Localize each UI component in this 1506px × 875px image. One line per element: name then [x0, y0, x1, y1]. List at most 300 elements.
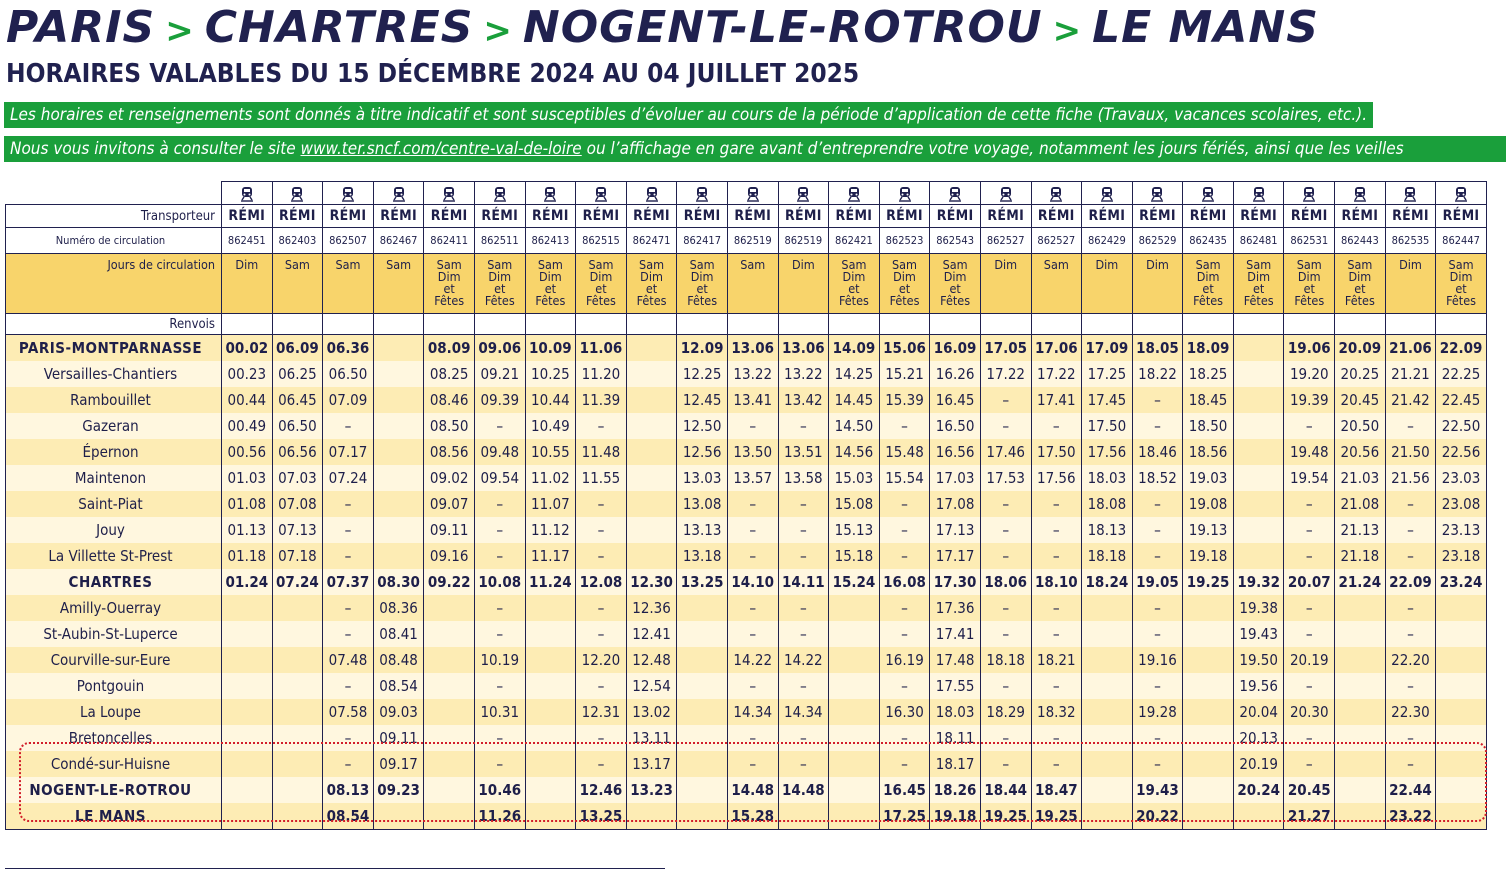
time-cell: – — [727, 621, 778, 647]
days-line: Dim — [1196, 269, 1220, 284]
time-cell — [1335, 803, 1386, 830]
time-cell: – — [778, 491, 829, 517]
time-cell: 09.02 — [424, 465, 475, 491]
time-cell: 10.46 — [474, 777, 525, 803]
renvois-cell — [1132, 314, 1183, 335]
train-number-cell: 862435 — [1183, 228, 1234, 254]
time-cell: 13.58 — [778, 465, 829, 491]
time-cell — [222, 595, 273, 621]
train-number-cell: 862535 — [1385, 228, 1436, 254]
time-cell: – — [727, 725, 778, 751]
time-cell — [1183, 777, 1234, 803]
time-cell: 09.07 — [424, 491, 475, 517]
time-cell: 00.02 — [222, 335, 273, 362]
time-cell: 07.13 — [272, 517, 323, 543]
time-cell: 11.17 — [525, 543, 576, 569]
days-line: Dim — [589, 269, 613, 284]
time-cell: 08.13 — [323, 777, 374, 803]
station-row — [6, 543, 1487, 569]
station-name: La Villette St-Prest — [6, 543, 222, 569]
days-cell — [373, 254, 424, 314]
time-cell: – — [1385, 491, 1436, 517]
time-cell — [272, 699, 323, 725]
train-icon — [240, 186, 254, 202]
time-cell: – — [474, 725, 525, 751]
carrier-cell: RÉMI — [829, 205, 880, 228]
carrier-cell: RÉMI — [1436, 205, 1487, 228]
time-cell: 15.24 — [829, 569, 880, 595]
time-cell: 20.30 — [1284, 699, 1335, 725]
time-cell — [525, 673, 576, 699]
days-line: et — [443, 281, 455, 296]
days-cell — [1031, 254, 1082, 314]
time-cell — [272, 751, 323, 777]
station-name: Amilly-Ouerray — [6, 595, 222, 621]
time-cell: 22.30 — [1385, 699, 1436, 725]
time-cell — [829, 595, 880, 621]
time-cell: 13.22 — [778, 361, 829, 387]
time-cell — [1082, 803, 1133, 830]
carrier-cell: RÉMI — [1335, 205, 1386, 228]
time-cell: 08.30 — [373, 569, 424, 595]
route-city: PARIS — [6, 2, 156, 53]
station-name: Rambouillet — [6, 387, 222, 413]
days-line: et — [595, 281, 607, 296]
time-cell — [424, 803, 475, 830]
time-cell: 21.42 — [1385, 387, 1436, 413]
time-cell: – — [1284, 413, 1335, 439]
time-cell: 18.13 — [1082, 517, 1133, 543]
time-cell — [1436, 725, 1487, 751]
notice-text: Nous vous invitons à consulter le site — [10, 139, 301, 159]
time-cell: – — [980, 413, 1031, 439]
station-name: Courville-sur-Eure — [6, 647, 222, 673]
time-cell: 11.02 — [525, 465, 576, 491]
station-name: Saint-Piat — [6, 491, 222, 517]
time-cell: 12.45 — [677, 387, 728, 413]
time-cell: 21.18 — [1335, 543, 1386, 569]
time-cell: 21.27 — [1284, 803, 1335, 830]
station-name: Maintenon — [6, 465, 222, 491]
time-cell: 17.25 — [879, 803, 930, 830]
time-cell — [1436, 751, 1487, 777]
train-number-cell: 862519 — [778, 228, 829, 254]
days-line: Dim — [1247, 269, 1271, 284]
time-cell: – — [1132, 491, 1183, 517]
time-cell: – — [879, 595, 930, 621]
time-cell: 20.24 — [1233, 777, 1284, 803]
icon-cell — [222, 182, 273, 205]
days-line: Dim — [640, 269, 663, 284]
days-line: Dim — [1449, 269, 1473, 284]
days-line: et — [645, 281, 658, 296]
station-row — [6, 465, 1487, 491]
train-number-cell: 862523 — [879, 228, 930, 254]
time-cell: 12.41 — [626, 621, 677, 647]
time-cell: 01.18 — [222, 543, 273, 569]
time-cell: 08.48 — [373, 647, 424, 673]
time-cell: 18.06 — [980, 569, 1031, 595]
time-cell — [626, 517, 677, 543]
time-cell: 20.07 — [1284, 569, 1335, 595]
time-cell: 22.45 — [1436, 387, 1487, 413]
train-icon — [695, 186, 709, 202]
validity-subtitle: HORAIRES VALABLES DU 15 DÉCEMBRE 2024 AU 04 JUILLET 2025 — [6, 59, 860, 89]
time-cell — [222, 699, 273, 725]
time-cell — [1233, 803, 1284, 830]
time-cell: 10.09 — [525, 335, 576, 362]
time-cell: 08.36 — [373, 595, 424, 621]
time-cell: – — [1031, 621, 1082, 647]
train-number-cell: 862515 — [576, 228, 627, 254]
time-cell: 08.54 — [373, 673, 424, 699]
time-cell: – — [474, 595, 525, 621]
time-cell — [677, 699, 728, 725]
time-cell: 19.18 — [930, 803, 981, 830]
time-cell: 18.29 — [980, 699, 1031, 725]
time-cell: 12.36 — [626, 595, 677, 621]
train-number-cell: 862527 — [980, 228, 1031, 254]
time-cell — [424, 673, 475, 699]
time-cell: 09.23 — [373, 777, 424, 803]
time-cell: – — [576, 621, 627, 647]
time-cell — [1082, 699, 1133, 725]
train-number-cell: 862467 — [373, 228, 424, 254]
time-cell — [1082, 751, 1133, 777]
time-cell — [626, 335, 677, 362]
train-icon — [1201, 186, 1215, 202]
time-cell: 09.48 — [474, 439, 525, 465]
time-cell: – — [980, 725, 1031, 751]
time-cell — [373, 543, 424, 569]
carrier-cell: RÉMI — [1284, 205, 1335, 228]
time-cell: 21.03 — [1335, 465, 1386, 491]
time-cell: 17.08 — [930, 491, 981, 517]
carrier-cell: RÉMI — [980, 205, 1031, 228]
time-cell: 15.48 — [879, 439, 930, 465]
time-cell: 19.39 — [1284, 387, 1335, 413]
time-cell — [1335, 751, 1386, 777]
time-cell: 21.13 — [1335, 517, 1386, 543]
time-cell: 12.25 — [677, 361, 728, 387]
renvois-cell — [323, 314, 374, 335]
time-cell: 09.17 — [373, 751, 424, 777]
time-cell: 09.39 — [474, 387, 525, 413]
time-cell: 18.50 — [1183, 413, 1234, 439]
time-cell: 21.24 — [1335, 569, 1386, 595]
time-cell: – — [980, 387, 1031, 413]
days-line: Sam — [588, 257, 614, 272]
train-number-row — [6, 228, 1487, 254]
time-cell — [1233, 413, 1284, 439]
time-cell: – — [1031, 673, 1082, 699]
carrier-cell: RÉMI — [373, 205, 424, 228]
icon-cell — [1335, 182, 1386, 205]
time-cell — [424, 777, 475, 803]
time-cell: – — [1284, 621, 1335, 647]
icon-cell — [1284, 182, 1335, 205]
time-cell: 11.07 — [525, 491, 576, 517]
time-cell: 15.06 — [879, 335, 930, 362]
train-number-cell: 862413 — [525, 228, 576, 254]
icon-cell — [829, 182, 880, 205]
time-cell: 17.03 — [930, 465, 981, 491]
time-cell: 06.25 — [272, 361, 323, 387]
time-cell — [525, 647, 576, 673]
time-cell: 12.09 — [677, 335, 728, 362]
time-cell: 14.48 — [778, 777, 829, 803]
time-cell: 12.08 — [576, 569, 627, 595]
time-cell — [829, 803, 880, 830]
time-cell — [373, 803, 424, 830]
carrier-cell: RÉMI — [525, 205, 576, 228]
time-cell: 21.21 — [1385, 361, 1436, 387]
time-cell — [424, 725, 475, 751]
time-cell: 16.50 — [930, 413, 981, 439]
icon-cell — [1082, 182, 1133, 205]
time-cell: 19.13 — [1183, 517, 1234, 543]
ter-website-link[interactable]: www.ter.sncf.com/centre-val-de-loire — [300, 139, 582, 159]
time-cell: 20.04 — [1233, 699, 1284, 725]
time-cell: – — [323, 621, 374, 647]
time-cell: 19.48 — [1284, 439, 1335, 465]
time-cell — [272, 595, 323, 621]
time-cell: 08.50 — [424, 413, 475, 439]
time-cell — [222, 751, 273, 777]
time-cell: 23.13 — [1436, 517, 1487, 543]
time-cell: 12.46 — [576, 777, 627, 803]
time-cell — [778, 803, 829, 830]
time-cell: 15.54 — [879, 465, 930, 491]
time-cell: 19.25 — [980, 803, 1031, 830]
carrier-cell: RÉMI — [677, 205, 728, 228]
time-cell: 17.50 — [1082, 413, 1133, 439]
days-line: Fêtes — [889, 293, 920, 308]
time-cell: 17.45 — [1082, 387, 1133, 413]
train-icon — [1252, 186, 1266, 202]
time-cell: 18.18 — [980, 647, 1031, 673]
days-line: Fêtes — [636, 293, 667, 308]
days-cell — [1436, 254, 1487, 314]
station-row — [6, 595, 1487, 621]
time-cell: 13.41 — [727, 387, 778, 413]
time-cell: 19.20 — [1284, 361, 1335, 387]
days-line: Sam — [335, 257, 361, 272]
time-cell — [829, 647, 880, 673]
days-line: Sam — [892, 257, 918, 272]
time-cell: 20.50 — [1335, 413, 1386, 439]
station-name: Condé-sur-Huisne — [6, 751, 222, 777]
time-cell: – — [980, 621, 1031, 647]
timetable — [5, 181, 1487, 830]
time-cell — [373, 335, 424, 362]
time-cell: – — [727, 751, 778, 777]
icon-cell — [626, 182, 677, 205]
carrier-cell: RÉMI — [323, 205, 374, 228]
days-line: Fêtes — [434, 293, 465, 308]
time-cell: 18.08 — [1082, 491, 1133, 517]
time-cell — [1233, 361, 1284, 387]
time-cell: 18.56 — [1183, 439, 1234, 465]
time-cell: – — [1031, 491, 1082, 517]
time-cell: 08.25 — [424, 361, 475, 387]
days-cell — [474, 254, 525, 314]
time-cell: 09.22 — [424, 569, 475, 595]
carrier-cell: RÉMI — [1031, 205, 1082, 228]
train-number-cell: 862411 — [424, 228, 475, 254]
time-cell: 16.45 — [930, 387, 981, 413]
train-number-cell: 862527 — [1031, 228, 1082, 254]
icon-cell — [1031, 182, 1082, 205]
renvois-cell — [829, 314, 880, 335]
time-cell — [829, 777, 880, 803]
days-line: Dim — [1297, 269, 1321, 284]
station-row — [6, 517, 1487, 543]
time-cell: – — [879, 751, 930, 777]
time-cell: 11.55 — [576, 465, 627, 491]
station-name: NOGENT-LE-ROTROU — [6, 777, 222, 803]
days-cell — [272, 254, 323, 314]
time-cell: – — [1031, 725, 1082, 751]
time-cell: 11.24 — [525, 569, 576, 595]
time-cell: – — [576, 673, 627, 699]
days-line: Fêtes — [940, 293, 971, 308]
time-cell: 19.16 — [1132, 647, 1183, 673]
time-cell: 13.11 — [626, 725, 677, 751]
carrier-label: Transporteur — [6, 205, 222, 228]
time-cell — [373, 465, 424, 491]
station-name: St-Aubin-St-Luperce — [6, 621, 222, 647]
time-cell: 09.11 — [424, 517, 475, 543]
carrier-cell: RÉMI — [222, 205, 273, 228]
time-cell: 14.10 — [727, 569, 778, 595]
train-number-cell: 862429 — [1082, 228, 1133, 254]
renvois-cell — [1031, 314, 1082, 335]
route-city: LE MANS — [1092, 2, 1319, 53]
time-cell — [525, 699, 576, 725]
time-cell: 16.08 — [879, 569, 930, 595]
time-cell: 06.45 — [272, 387, 323, 413]
time-cell: 22.09 — [1436, 335, 1487, 362]
time-cell: 17.06 — [1031, 335, 1082, 362]
days-line: et — [1455, 281, 1467, 296]
time-cell: 14.56 — [829, 439, 880, 465]
time-cell: – — [778, 413, 829, 439]
days-line: Fêtes — [1344, 293, 1375, 308]
time-cell: 15.21 — [879, 361, 930, 387]
days-line: Dim — [538, 269, 562, 284]
time-cell: – — [1284, 595, 1335, 621]
time-cell: 17.17 — [930, 543, 981, 569]
time-cell — [373, 439, 424, 465]
notice-text: ou l’affichage en gare avant d’entreprendre votre voyage, notamment les jours fériés, ainsi que les veilles — [581, 139, 1404, 159]
time-cell — [1082, 595, 1133, 621]
time-cell: 20.45 — [1335, 387, 1386, 413]
time-cell — [1335, 595, 1386, 621]
days-cell — [980, 254, 1031, 314]
time-cell — [677, 777, 728, 803]
time-cell: – — [576, 595, 627, 621]
time-cell — [424, 595, 475, 621]
time-cell: – — [1385, 517, 1436, 543]
time-cell: 19.54 — [1284, 465, 1335, 491]
time-cell — [677, 595, 728, 621]
days-line: et — [494, 281, 506, 296]
time-cell: 18.03 — [930, 699, 981, 725]
time-cell — [222, 621, 273, 647]
time-cell: 18.45 — [1183, 387, 1234, 413]
carrier-cell: RÉMI — [576, 205, 627, 228]
days-line: Sam — [1296, 257, 1322, 272]
time-cell: 18.05 — [1132, 335, 1183, 362]
days-line: et — [949, 281, 961, 296]
time-cell: 18.09 — [1183, 335, 1234, 362]
time-cell: 21.08 — [1335, 491, 1386, 517]
station-row — [6, 777, 1487, 803]
time-cell: 12.30 — [626, 569, 677, 595]
time-cell: 13.42 — [778, 387, 829, 413]
time-cell: 11.48 — [576, 439, 627, 465]
days-cell — [677, 254, 728, 314]
time-cell: 17.25 — [1082, 361, 1133, 387]
days-line: Dim — [488, 269, 512, 284]
time-cell: 19.03 — [1183, 465, 1234, 491]
time-cell: – — [1385, 595, 1436, 621]
time-cell: – — [474, 491, 525, 517]
time-cell: – — [727, 517, 778, 543]
time-cell: 23.08 — [1436, 491, 1487, 517]
train-icon — [1100, 186, 1114, 202]
time-cell: 13.13 — [677, 517, 728, 543]
time-cell: 01.03 — [222, 465, 273, 491]
time-cell — [1233, 335, 1284, 362]
icon-cell — [474, 182, 525, 205]
time-cell — [677, 751, 728, 777]
time-cell: – — [879, 543, 930, 569]
icon-cell — [1132, 182, 1183, 205]
carrier-cell: RÉMI — [1385, 205, 1436, 228]
days-cell — [727, 254, 778, 314]
time-cell — [626, 439, 677, 465]
time-cell — [1233, 491, 1284, 517]
days-line: et — [544, 281, 557, 296]
time-cell: – — [576, 413, 627, 439]
train-icon — [1353, 186, 1367, 202]
time-cell: 12.20 — [576, 647, 627, 673]
time-cell: 10.44 — [525, 387, 576, 413]
icon-cell — [930, 182, 981, 205]
time-cell: 20.09 — [1335, 335, 1386, 362]
time-cell: 13.18 — [677, 543, 728, 569]
time-cell: 12.31 — [576, 699, 627, 725]
time-cell — [272, 725, 323, 751]
time-cell: 17.48 — [930, 647, 981, 673]
time-cell: 09.06 — [474, 335, 525, 362]
time-cell — [373, 387, 424, 413]
time-cell: – — [1385, 543, 1436, 569]
carrier-cell: RÉMI — [626, 205, 677, 228]
time-cell: 08.41 — [373, 621, 424, 647]
time-cell — [525, 777, 576, 803]
time-cell: – — [778, 673, 829, 699]
time-cell: 10.25 — [525, 361, 576, 387]
time-cell — [677, 673, 728, 699]
time-cell: – — [576, 725, 627, 751]
time-cell — [272, 673, 323, 699]
station-row — [6, 387, 1487, 413]
time-cell: – — [879, 725, 930, 751]
station-row — [6, 699, 1487, 725]
